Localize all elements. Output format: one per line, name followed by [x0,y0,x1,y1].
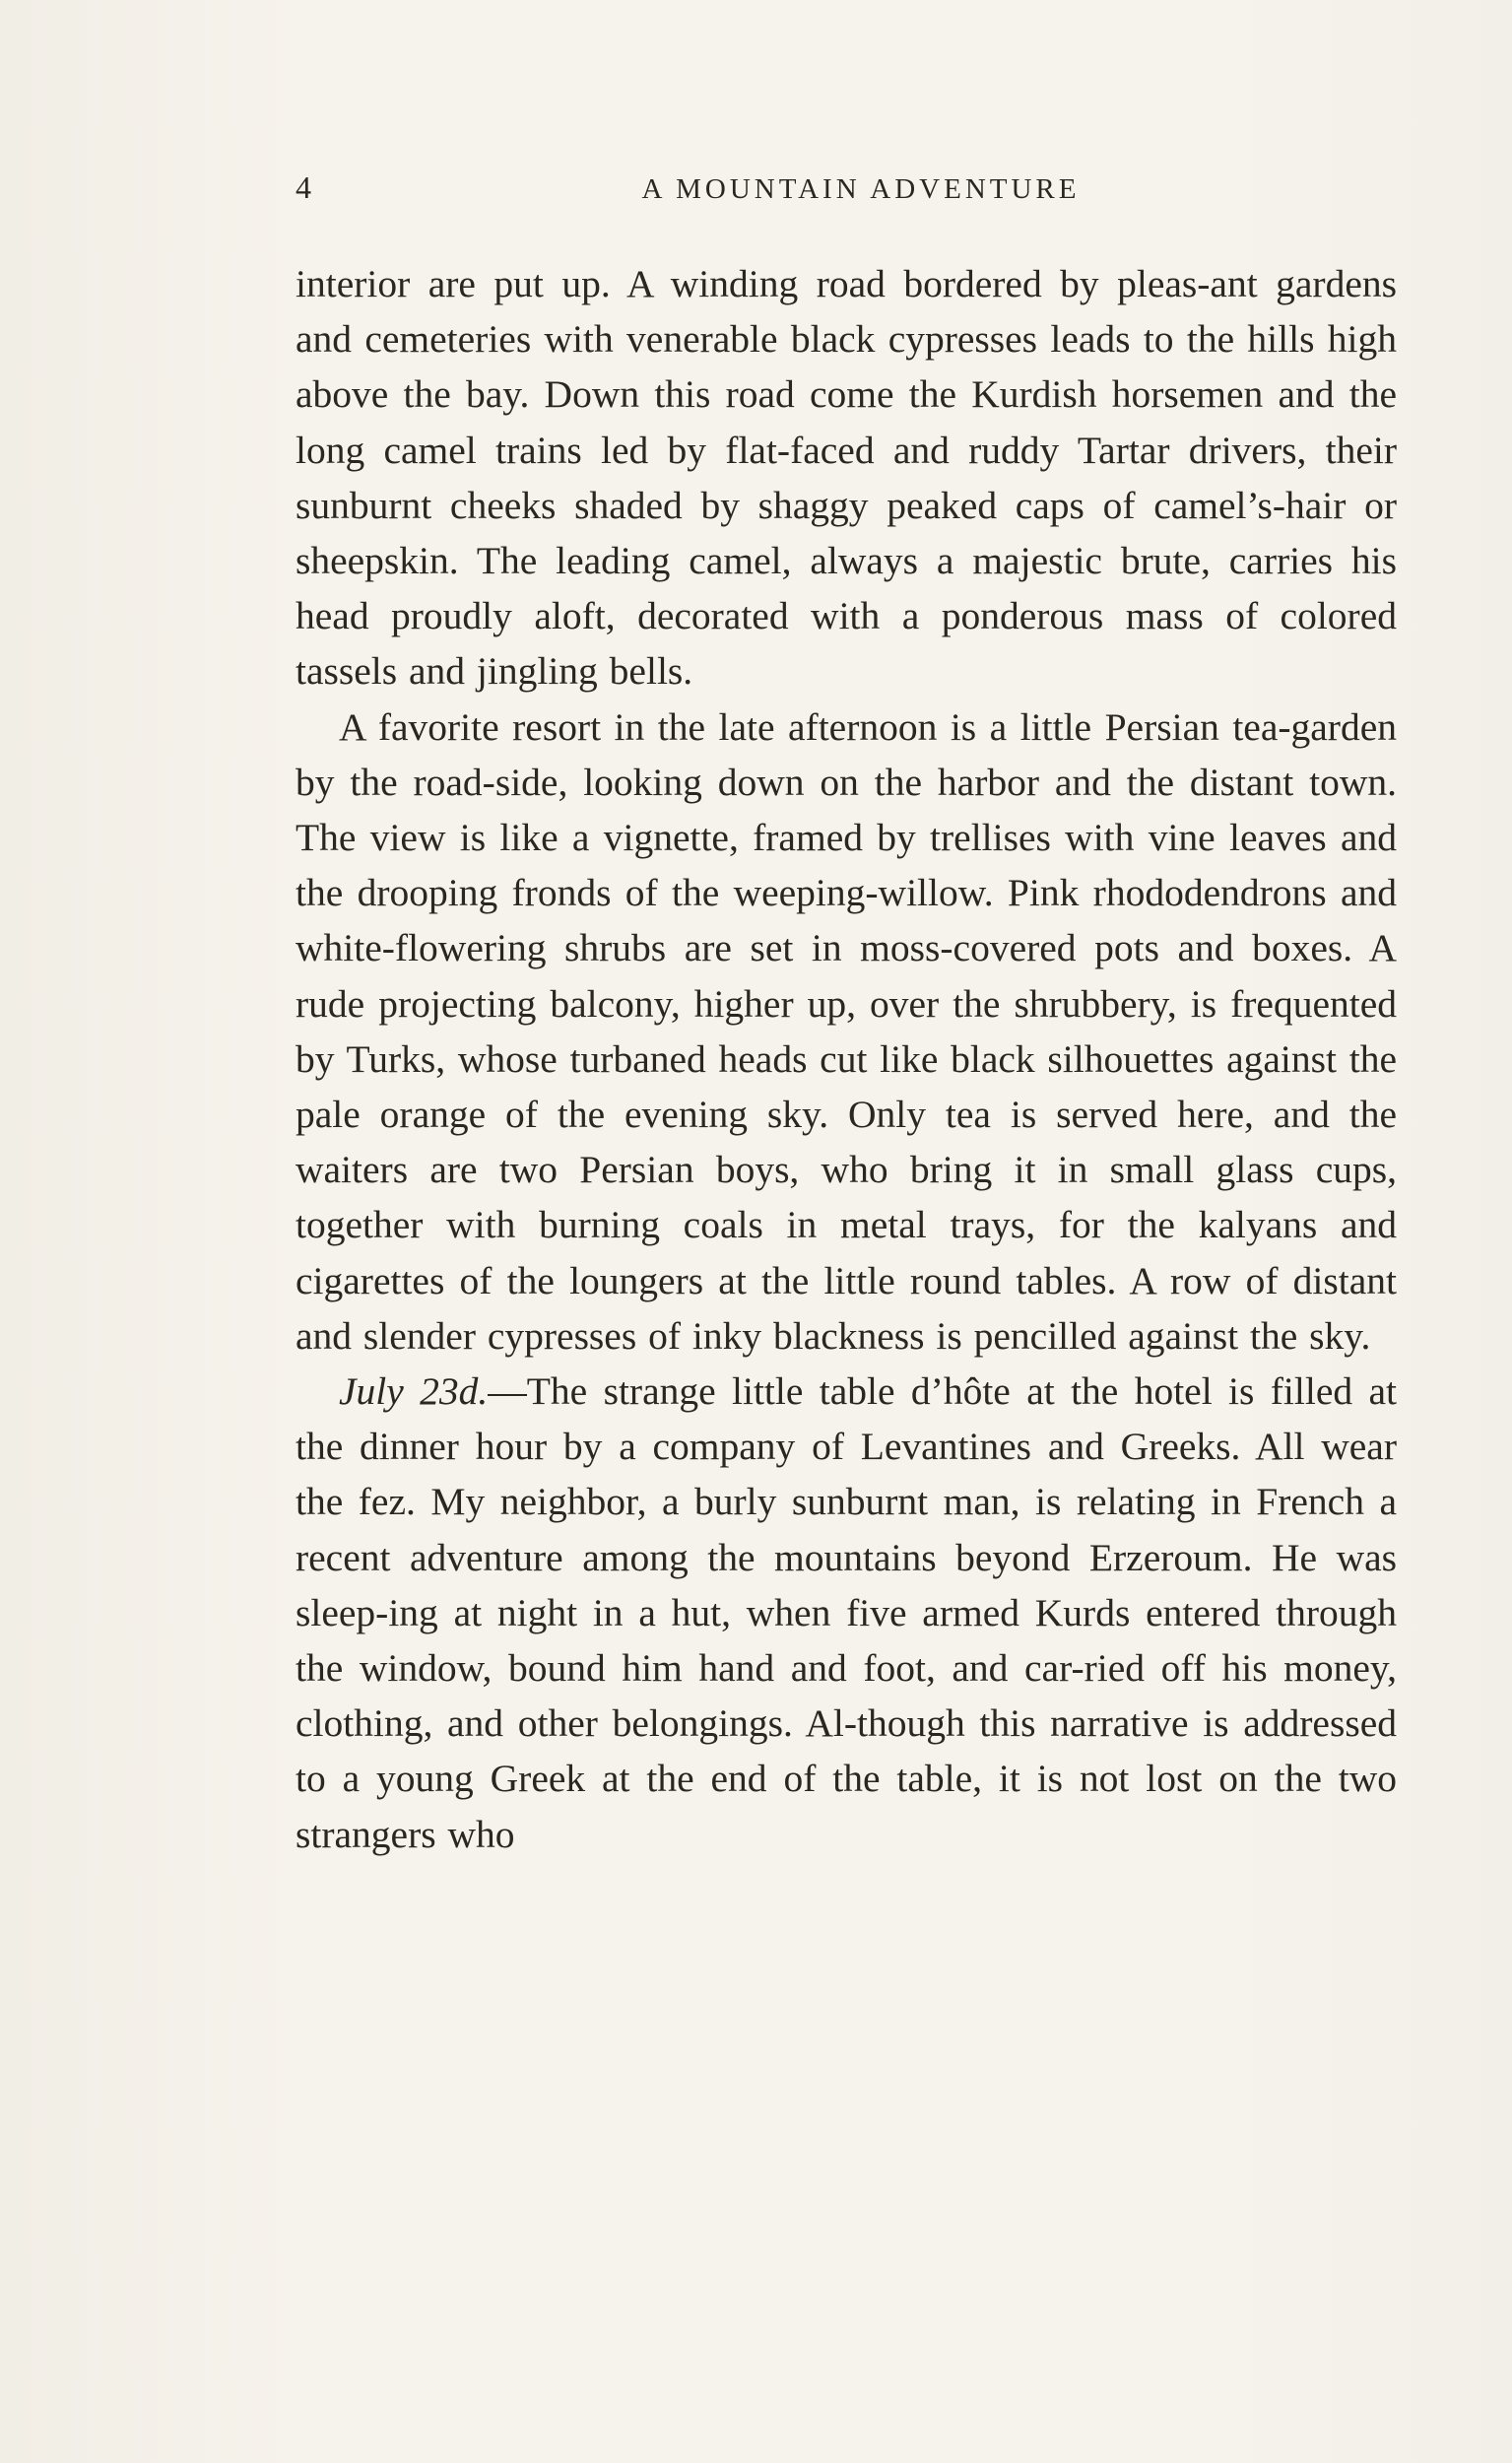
paragraph-3 [296,1364,1397,1862]
body-text [296,256,1397,1862]
page-number: 4 [296,169,312,205]
paragraph-1: interior are put up. A winding road bordered by pleas-ant gardens and cemeteries with venerable black cypresses leads to the hills high above the bay. Down this road come the Kurdish horsemen and the long camel trains led by flat-faced and ruddy Tartar drivers, their sunburnt cheeks shaded by shaggy peaked caps of camel’s-hair or sheepskin. The leading camel, always a majestic brute, carries his head proudly aloft, decorated with a ponderous mass of colored tassels and jingling bells. [296,262,1397,694]
page-header [296,169,1397,213]
running-head: A MOUNTAIN ADVENTURE [641,173,1081,205]
paragraph-3-text: —The strange little table d’hôte at the hotel is filled at the dinner hour by a company of Levantines and Greeks. All wear the fez. My neighbor, a burly sunburnt man, is relating in French a recent adventure among the mountains beyond Erzeroum. He was sleep-ing at night in a hut, when five armed Kurds entered through the window, bound him hand and foot, and car-ried off his money, clothing, and other belongings. Al-though this narrative is addressed to a young Greek at the end of the table, it is not lost on the two strangers who [296,1369,1397,1856]
diary-date: July 23d. [339,1369,489,1414]
paragraph-2: A favorite resort in the late afternoon is a little Persian tea-garden by the road-side, looking down on the harbor and the distant town. The view is like a vignette, framed by trellises with vine leaves and the drooping fronds of the weeping-willow. Pink rhododendrons and white-flowering shrubs are set in moss-covered pots and boxes. A rude projecting balcony, higher up, over the shrubbery, is frequented by Turks, whose turbaned heads cut like black silhouettes against the pale orange of the evening sky. Only tea is served here, and the waiters are two Persian boys, who bring it in small glass cups, together with burning coals in metal trays, for the kalyans and cigarettes of the loungers at the little round tables. A row of distant and slender cypresses of inky blackness is pencilled against the sky. [296,704,1397,1358]
